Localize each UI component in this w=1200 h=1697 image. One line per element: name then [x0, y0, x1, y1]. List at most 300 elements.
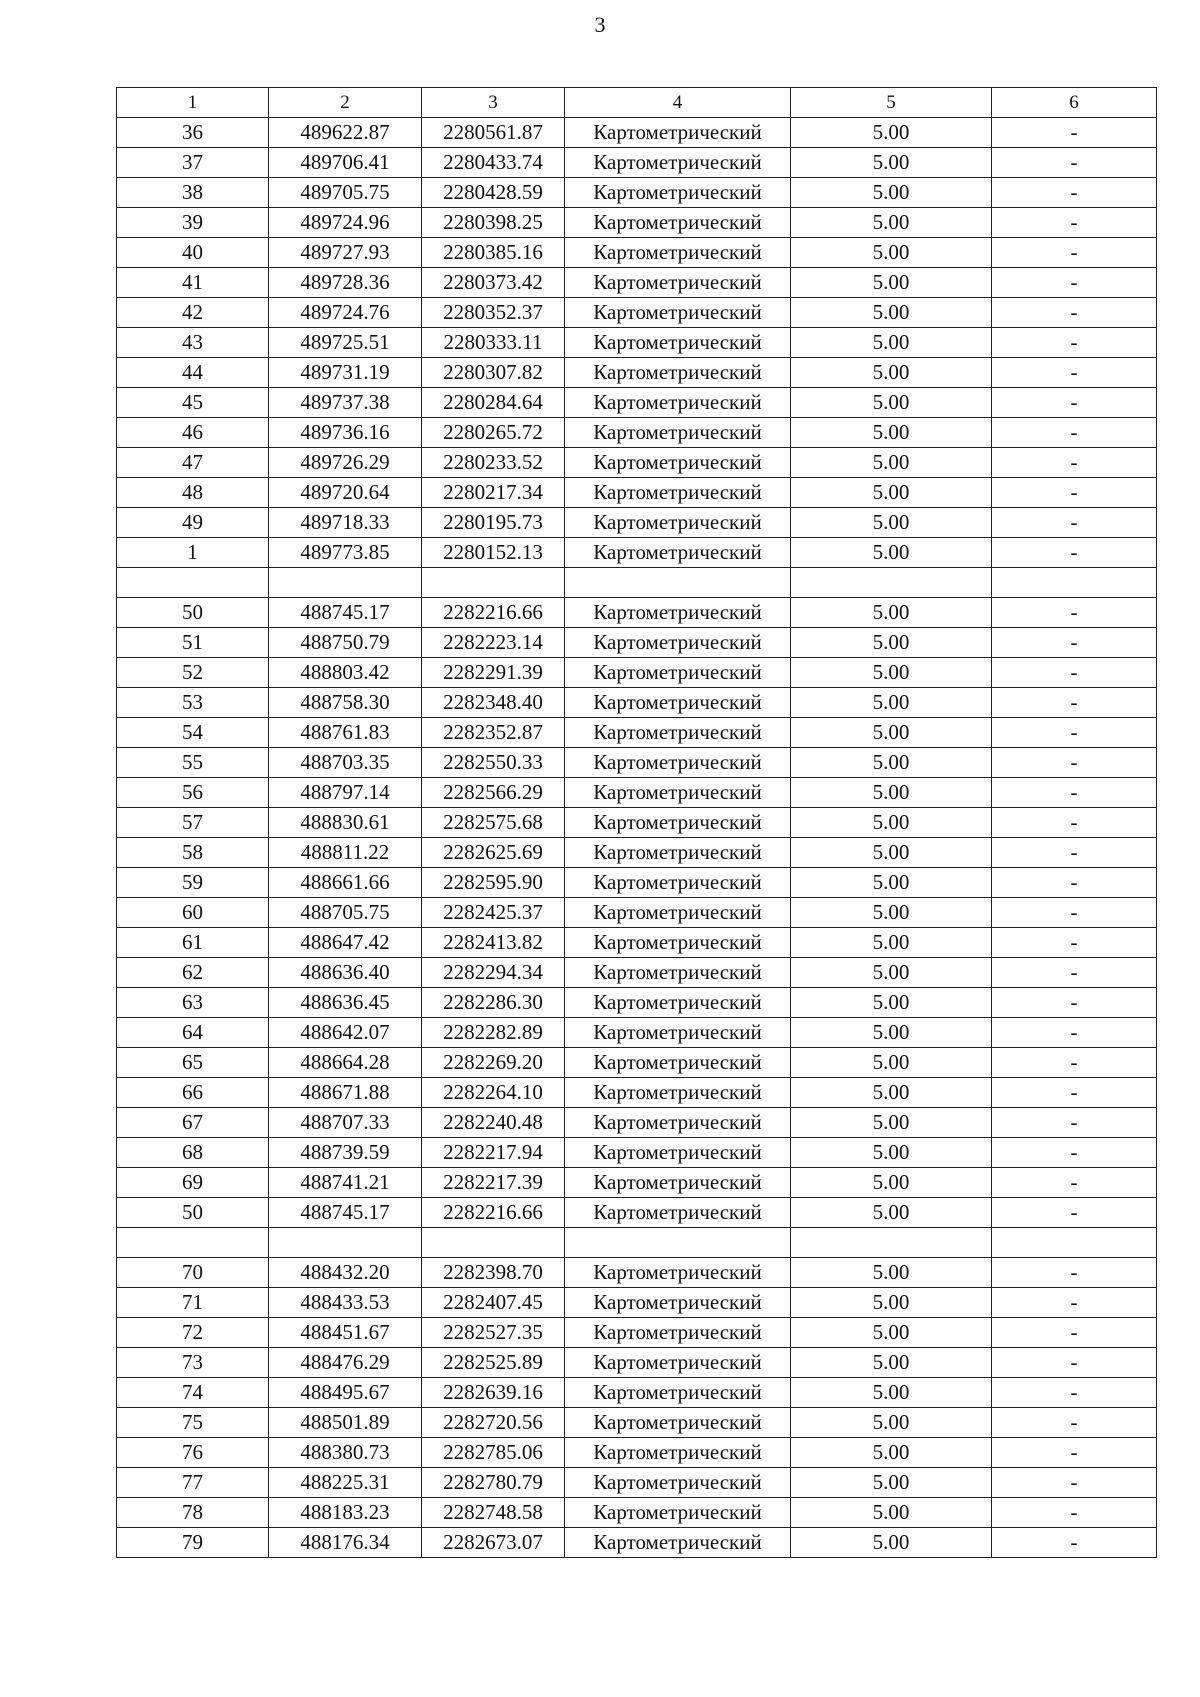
x-coordinate-cell	[269, 1228, 422, 1258]
method-cell: Картометрический	[565, 268, 791, 298]
table-row	[117, 478, 1157, 508]
table-row	[117, 1018, 1157, 1048]
point-number-cell: 40	[117, 238, 269, 268]
point-number-cell	[117, 1228, 269, 1258]
point-number-cell: 41	[117, 268, 269, 298]
table-row	[117, 928, 1157, 958]
method-cell	[565, 568, 791, 598]
x-coordinate-cell: 488225.31	[269, 1468, 422, 1498]
accuracy-cell: 5.00	[791, 628, 992, 658]
point-number-cell: 59	[117, 868, 269, 898]
accuracy-cell: 5.00	[791, 598, 992, 628]
x-coordinate-cell: 489737.38	[269, 388, 422, 418]
y-coordinate-cell: 2282525.89	[422, 1348, 565, 1378]
description-cell: -	[992, 1258, 1157, 1288]
table-row	[117, 1468, 1157, 1498]
table-row	[117, 1258, 1157, 1288]
point-number-cell: 38	[117, 178, 269, 208]
accuracy-cell: 5.00	[791, 268, 992, 298]
x-coordinate-cell: 489728.36	[269, 268, 422, 298]
y-coordinate-cell: 2280433.74	[422, 148, 565, 178]
method-cell: Картометрический	[565, 1498, 791, 1528]
method-cell: Картометрический	[565, 1378, 791, 1408]
point-number-cell: 75	[117, 1408, 269, 1438]
method-cell: Картометрический	[565, 118, 791, 148]
accuracy-cell: 5.00	[791, 1408, 992, 1438]
y-coordinate-cell: 2280152.13	[422, 538, 565, 568]
method-cell: Картометрический	[565, 148, 791, 178]
description-cell: -	[992, 1078, 1157, 1108]
table-row	[117, 148, 1157, 178]
description-cell: -	[992, 478, 1157, 508]
coordinates-table-body	[117, 88, 1157, 1558]
point-number-cell: 58	[117, 838, 269, 868]
header-col-4: 4	[565, 88, 791, 118]
method-cell: Картометрический	[565, 238, 791, 268]
y-coordinate-cell: 2280195.73	[422, 508, 565, 538]
y-coordinate-cell: 2282550.33	[422, 748, 565, 778]
method-cell: Картометрический	[565, 658, 791, 688]
point-number-cell: 50	[117, 1198, 269, 1228]
accuracy-cell: 5.00	[791, 1108, 992, 1138]
table-row	[117, 1078, 1157, 1108]
y-coordinate-cell: 2282348.40	[422, 688, 565, 718]
header-col-3: 3	[422, 88, 565, 118]
table-row	[117, 658, 1157, 688]
table-row	[117, 778, 1157, 808]
point-number-cell: 62	[117, 958, 269, 988]
point-number-cell: 42	[117, 298, 269, 328]
y-coordinate-cell: 2282413.82	[422, 928, 565, 958]
point-number-cell: 78	[117, 1498, 269, 1528]
method-cell: Картометрический	[565, 358, 791, 388]
point-number-cell: 74	[117, 1378, 269, 1408]
accuracy-cell: 5.00	[791, 988, 992, 1018]
x-coordinate-cell: 488642.07	[269, 1018, 422, 1048]
y-coordinate-cell: 2280561.87	[422, 118, 565, 148]
point-number-cell: 39	[117, 208, 269, 238]
description-cell: -	[992, 598, 1157, 628]
x-coordinate-cell: 488501.89	[269, 1408, 422, 1438]
method-cell: Картометрический	[565, 1198, 791, 1228]
y-coordinate-cell: 2282566.29	[422, 778, 565, 808]
description-cell: -	[992, 868, 1157, 898]
table-row	[117, 328, 1157, 358]
accuracy-cell: 5.00	[791, 868, 992, 898]
method-cell: Картометрический	[565, 1408, 791, 1438]
accuracy-cell: 5.00	[791, 178, 992, 208]
y-coordinate-cell: 2282527.35	[422, 1318, 565, 1348]
point-number-cell: 46	[117, 418, 269, 448]
accuracy-cell: 5.00	[791, 208, 992, 238]
x-coordinate-cell: 489705.75	[269, 178, 422, 208]
method-cell: Картометрический	[565, 1468, 791, 1498]
description-cell: -	[992, 958, 1157, 988]
table-row	[117, 238, 1157, 268]
description-cell: -	[992, 358, 1157, 388]
x-coordinate-cell: 488703.35	[269, 748, 422, 778]
table-row	[117, 598, 1157, 628]
y-coordinate-cell: 2280307.82	[422, 358, 565, 388]
y-coordinate-cell: 2280428.59	[422, 178, 565, 208]
accuracy-cell: 5.00	[791, 148, 992, 178]
table-row	[117, 118, 1157, 148]
accuracy-cell: 5.00	[791, 688, 992, 718]
table-row	[117, 808, 1157, 838]
accuracy-cell: 5.00	[791, 328, 992, 358]
table-row	[117, 298, 1157, 328]
table-row	[117, 1138, 1157, 1168]
x-coordinate-cell: 489725.51	[269, 328, 422, 358]
y-coordinate-cell: 2280265.72	[422, 418, 565, 448]
accuracy-cell: 5.00	[791, 1348, 992, 1378]
method-cell: Картометрический	[565, 1348, 791, 1378]
method-cell: Картометрический	[565, 748, 791, 778]
header-col-2: 2	[269, 88, 422, 118]
y-coordinate-cell: 2282720.56	[422, 1408, 565, 1438]
point-number-cell: 77	[117, 1468, 269, 1498]
x-coordinate-cell: 488758.30	[269, 688, 422, 718]
method-cell: Картометрический	[565, 1288, 791, 1318]
x-coordinate-cell: 488741.21	[269, 1168, 422, 1198]
accuracy-cell: 5.00	[791, 658, 992, 688]
method-cell: Картометрический	[565, 628, 791, 658]
x-coordinate-cell: 489724.76	[269, 298, 422, 328]
description-cell: -	[992, 1168, 1157, 1198]
method-cell: Картометрический	[565, 298, 791, 328]
y-coordinate-cell: 2282625.69	[422, 838, 565, 868]
x-coordinate-cell: 489706.41	[269, 148, 422, 178]
x-coordinate-cell: 488739.59	[269, 1138, 422, 1168]
table-row	[117, 718, 1157, 748]
description-cell: -	[992, 778, 1157, 808]
method-cell: Картометрический	[565, 1258, 791, 1288]
accuracy-cell: 5.00	[791, 1198, 992, 1228]
table-header-row	[117, 88, 1157, 118]
point-number-cell: 56	[117, 778, 269, 808]
method-cell: Картометрический	[565, 508, 791, 538]
point-number-cell: 60	[117, 898, 269, 928]
point-number-cell: 47	[117, 448, 269, 478]
x-coordinate-cell: 488745.17	[269, 1198, 422, 1228]
point-number-cell: 45	[117, 388, 269, 418]
point-number-cell: 37	[117, 148, 269, 178]
table-row	[117, 1528, 1157, 1558]
x-coordinate-cell	[269, 568, 422, 598]
y-coordinate-cell: 2282294.34	[422, 958, 565, 988]
point-number-cell: 54	[117, 718, 269, 748]
description-cell: -	[992, 1498, 1157, 1528]
accuracy-cell: 5.00	[791, 1138, 992, 1168]
y-coordinate-cell: 2282216.66	[422, 598, 565, 628]
point-number-cell: 69	[117, 1168, 269, 1198]
point-number-cell: 1	[117, 538, 269, 568]
accuracy-cell: 5.00	[791, 448, 992, 478]
method-cell: Картометрический	[565, 718, 791, 748]
x-coordinate-cell: 488705.75	[269, 898, 422, 928]
y-coordinate-cell: 2280217.34	[422, 478, 565, 508]
table-row	[117, 838, 1157, 868]
y-coordinate-cell: 2282223.14	[422, 628, 565, 658]
x-coordinate-cell: 489718.33	[269, 508, 422, 538]
table-row	[117, 988, 1157, 1018]
method-cell: Картометрический	[565, 538, 791, 568]
accuracy-cell: 5.00	[791, 238, 992, 268]
description-cell: -	[992, 898, 1157, 928]
accuracy-cell: 5.00	[791, 1018, 992, 1048]
x-coordinate-cell: 488797.14	[269, 778, 422, 808]
accuracy-cell: 5.00	[791, 388, 992, 418]
x-coordinate-cell: 489724.96	[269, 208, 422, 238]
description-cell: -	[992, 448, 1157, 478]
y-coordinate-cell	[422, 568, 565, 598]
accuracy-cell: 5.00	[791, 358, 992, 388]
description-cell: -	[992, 238, 1157, 268]
y-coordinate-cell: 2282217.94	[422, 1138, 565, 1168]
table-separator-row	[117, 1228, 1157, 1258]
method-cell: Картометрический	[565, 988, 791, 1018]
y-coordinate-cell: 2282425.37	[422, 898, 565, 928]
y-coordinate-cell: 2280333.11	[422, 328, 565, 358]
method-cell: Картометрический	[565, 1528, 791, 1558]
x-coordinate-cell: 488750.79	[269, 628, 422, 658]
method-cell: Картометрический	[565, 688, 791, 718]
description-cell: -	[992, 688, 1157, 718]
table-row	[117, 508, 1157, 538]
table-row	[117, 1498, 1157, 1528]
method-cell: Картометрический	[565, 898, 791, 928]
y-coordinate-cell: 2282575.68	[422, 808, 565, 838]
x-coordinate-cell: 488495.67	[269, 1378, 422, 1408]
x-coordinate-cell: 488380.73	[269, 1438, 422, 1468]
point-number-cell: 71	[117, 1288, 269, 1318]
x-coordinate-cell: 489622.87	[269, 118, 422, 148]
accuracy-cell: 5.00	[791, 1318, 992, 1348]
method-cell: Картометрический	[565, 208, 791, 238]
y-coordinate-cell: 2280352.37	[422, 298, 565, 328]
table-row	[117, 1408, 1157, 1438]
point-number-cell: 36	[117, 118, 269, 148]
table-row	[117, 1378, 1157, 1408]
table-row	[117, 958, 1157, 988]
point-number-cell: 55	[117, 748, 269, 778]
point-number-cell: 79	[117, 1528, 269, 1558]
table-row	[117, 688, 1157, 718]
table-row	[117, 1288, 1157, 1318]
y-coordinate-cell: 2282407.45	[422, 1288, 565, 1318]
accuracy-cell: 5.00	[791, 1048, 992, 1078]
table-row	[117, 628, 1157, 658]
table-row	[117, 1168, 1157, 1198]
table-row	[117, 388, 1157, 418]
y-coordinate-cell: 2280233.52	[422, 448, 565, 478]
description-cell: -	[992, 1018, 1157, 1048]
description-cell: -	[992, 718, 1157, 748]
x-coordinate-cell: 489720.64	[269, 478, 422, 508]
description-cell: -	[992, 1528, 1157, 1558]
accuracy-cell: 5.00	[791, 118, 992, 148]
table-row	[117, 448, 1157, 478]
x-coordinate-cell: 488183.23	[269, 1498, 422, 1528]
method-cell: Картометрический	[565, 418, 791, 448]
point-number-cell: 73	[117, 1348, 269, 1378]
point-number-cell: 52	[117, 658, 269, 688]
x-coordinate-cell: 489773.85	[269, 538, 422, 568]
y-coordinate-cell: 2282291.39	[422, 658, 565, 688]
table-row	[117, 268, 1157, 298]
point-number-cell: 67	[117, 1108, 269, 1138]
table-row	[117, 208, 1157, 238]
point-number-cell: 63	[117, 988, 269, 1018]
description-cell: -	[992, 148, 1157, 178]
y-coordinate-cell: 2280385.16	[422, 238, 565, 268]
x-coordinate-cell: 488636.45	[269, 988, 422, 1018]
description-cell: -	[992, 1408, 1157, 1438]
accuracy-cell: 5.00	[791, 1378, 992, 1408]
x-coordinate-cell: 489726.29	[269, 448, 422, 478]
table-row	[117, 748, 1157, 778]
accuracy-cell: 5.00	[791, 1258, 992, 1288]
accuracy-cell: 5.00	[791, 718, 992, 748]
description-cell: -	[992, 298, 1157, 328]
x-coordinate-cell: 488811.22	[269, 838, 422, 868]
table-row	[117, 1438, 1157, 1468]
y-coordinate-cell: 2282748.58	[422, 1498, 565, 1528]
x-coordinate-cell: 489727.93	[269, 238, 422, 268]
description-cell: -	[992, 1198, 1157, 1228]
y-coordinate-cell: 2280398.25	[422, 208, 565, 238]
accuracy-cell: 5.00	[791, 808, 992, 838]
x-coordinate-cell: 488707.33	[269, 1108, 422, 1138]
description-cell: -	[992, 838, 1157, 868]
table-row	[117, 868, 1157, 898]
point-number-cell	[117, 568, 269, 598]
x-coordinate-cell: 488664.28	[269, 1048, 422, 1078]
point-number-cell: 68	[117, 1138, 269, 1168]
y-coordinate-cell: 2282216.66	[422, 1198, 565, 1228]
x-coordinate-cell: 488476.29	[269, 1348, 422, 1378]
x-coordinate-cell: 488803.42	[269, 658, 422, 688]
description-cell: -	[992, 1108, 1157, 1138]
accuracy-cell	[791, 568, 992, 598]
method-cell: Картометрический	[565, 808, 791, 838]
description-cell: -	[992, 1288, 1157, 1318]
table-row	[117, 1318, 1157, 1348]
point-number-cell: 72	[117, 1318, 269, 1348]
description-cell: -	[992, 508, 1157, 538]
point-number-cell: 64	[117, 1018, 269, 1048]
description-cell: -	[992, 1138, 1157, 1168]
method-cell: Картометрический	[565, 1078, 791, 1108]
description-cell: -	[992, 988, 1157, 1018]
x-coordinate-cell: 489736.16	[269, 418, 422, 448]
table-separator-row	[117, 568, 1157, 598]
method-cell: Картометрический	[565, 1108, 791, 1138]
table-row	[117, 178, 1157, 208]
description-cell: -	[992, 1348, 1157, 1378]
table-row	[117, 1348, 1157, 1378]
point-number-cell: 57	[117, 808, 269, 838]
x-coordinate-cell: 488745.17	[269, 598, 422, 628]
accuracy-cell	[791, 1228, 992, 1258]
point-number-cell: 51	[117, 628, 269, 658]
accuracy-cell: 5.00	[791, 838, 992, 868]
description-cell	[992, 1228, 1157, 1258]
point-number-cell: 76	[117, 1438, 269, 1468]
y-coordinate-cell: 2282264.10	[422, 1078, 565, 1108]
table-row	[117, 418, 1157, 448]
x-coordinate-cell: 488432.20	[269, 1258, 422, 1288]
accuracy-cell: 5.00	[791, 898, 992, 928]
accuracy-cell: 5.00	[791, 928, 992, 958]
description-cell: -	[992, 658, 1157, 688]
y-coordinate-cell: 2282398.70	[422, 1258, 565, 1288]
point-number-cell: 61	[117, 928, 269, 958]
description-cell: -	[992, 1468, 1157, 1498]
description-cell: -	[992, 208, 1157, 238]
method-cell: Картометрический	[565, 1318, 791, 1348]
point-number-cell: 53	[117, 688, 269, 718]
x-coordinate-cell: 489731.19	[269, 358, 422, 388]
method-cell: Картометрический	[565, 778, 791, 808]
x-coordinate-cell: 488830.61	[269, 808, 422, 838]
header-col-1: 1	[117, 88, 269, 118]
description-cell: -	[992, 748, 1157, 778]
method-cell: Картометрический	[565, 448, 791, 478]
table-row	[117, 1048, 1157, 1078]
description-cell: -	[992, 418, 1157, 448]
method-cell: Картометрический	[565, 1438, 791, 1468]
method-cell: Картометрический	[565, 1018, 791, 1048]
description-cell: -	[992, 1318, 1157, 1348]
accuracy-cell: 5.00	[791, 1438, 992, 1468]
accuracy-cell: 5.00	[791, 1288, 992, 1318]
page-number: 3	[594, 12, 606, 37]
method-cell: Картометрический	[565, 388, 791, 418]
method-cell: Картометрический	[565, 1048, 791, 1078]
method-cell: Картометрический	[565, 178, 791, 208]
accuracy-cell: 5.00	[791, 958, 992, 988]
description-cell: -	[992, 388, 1157, 418]
accuracy-cell: 5.00	[791, 478, 992, 508]
y-coordinate-cell: 2282217.39	[422, 1168, 565, 1198]
accuracy-cell: 5.00	[791, 1078, 992, 1108]
description-cell: -	[992, 268, 1157, 298]
method-cell	[565, 1228, 791, 1258]
accuracy-cell: 5.00	[791, 778, 992, 808]
x-coordinate-cell: 488451.67	[269, 1318, 422, 1348]
y-coordinate-cell	[422, 1228, 565, 1258]
description-cell: -	[992, 538, 1157, 568]
method-cell: Картометрический	[565, 328, 791, 358]
method-cell: Картометрический	[565, 958, 791, 988]
accuracy-cell: 5.00	[791, 1468, 992, 1498]
method-cell: Картометрический	[565, 478, 791, 508]
y-coordinate-cell: 2282282.89	[422, 1018, 565, 1048]
x-coordinate-cell: 488176.34	[269, 1528, 422, 1558]
y-coordinate-cell: 2282785.06	[422, 1438, 565, 1468]
method-cell: Картометрический	[565, 868, 791, 898]
y-coordinate-cell: 2282269.20	[422, 1048, 565, 1078]
coordinates-table	[116, 87, 1157, 1558]
description-cell: -	[992, 178, 1157, 208]
accuracy-cell: 5.00	[791, 1498, 992, 1528]
description-cell: -	[992, 1378, 1157, 1408]
method-cell: Картометрический	[565, 1138, 791, 1168]
x-coordinate-cell: 488433.53	[269, 1288, 422, 1318]
y-coordinate-cell: 2282673.07	[422, 1528, 565, 1558]
point-number-cell: 48	[117, 478, 269, 508]
